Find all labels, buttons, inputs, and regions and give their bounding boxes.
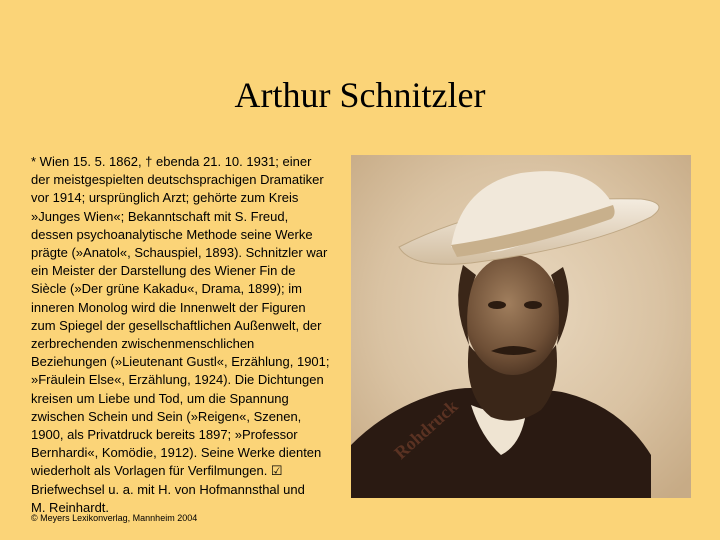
text-line: prägte (»Anatol«, Schauspiel, 1893). Schnitzler war	[31, 245, 328, 261]
text-line: Bernhardi«, Komödie, 1912). Seine Werke dienten	[31, 445, 322, 461]
face-shape	[465, 255, 561, 375]
text-line: »Junges Wien«; Bekanntschaft mit S. Freud,	[31, 208, 289, 224]
slide-title: Arthur Schnitzler	[234, 75, 486, 115]
copyright-note: © Meyers Lexikonverlag, Mannheim 2004	[31, 513, 198, 523]
text-line: zwischen Schein und Sein (»Reigen«, Szenen,	[31, 408, 302, 424]
text-line: der meistgespielten deutschsprachigen Dramatiker	[31, 172, 324, 188]
text-line: Briefwechsel u. a. mit H. von Hofmannsthal und	[31, 481, 305, 497]
text-line: »Fräulein Else«, Erzählung, 1924). Die Dichtungen	[31, 372, 324, 388]
portrait-photo	[351, 155, 691, 498]
photo-stamp: Rohdruck	[390, 395, 462, 463]
text-line: inneren Monolog wird die Innenwelt der Figuren	[31, 299, 306, 315]
text-line: Siècle (»Der grüne Kakadu«, Drama, 1899); im	[31, 281, 302, 297]
text-line: wiederholt als Vorlagen für Verfilmungen. ☑	[31, 463, 283, 479]
text-line: zum Spiegel der gesellschaftlichen Außenwelt, der	[31, 317, 322, 333]
eye-shape	[488, 301, 506, 309]
text-line: kreisen um Liebe und Tod, um die Spannung	[31, 390, 289, 406]
text-line: dessen psychoanalytische Methode seine Werke	[31, 226, 313, 242]
text-line: 1900, als Privatdruck bereits 1897; »Professor	[31, 427, 298, 443]
text-line: * Wien 15. 5. 1862, † ebenda 21. 10. 1931; einer	[31, 154, 312, 169]
text-line: vor 1914; ursprünglich Arzt; gehörte zum Kreis	[31, 190, 299, 206]
text-line: Beziehungen (»Lieutenant Gustl«, Erzählung, 1901;	[31, 354, 330, 370]
text-line: ein Meister der Darstellung des Wiener Fin de	[31, 263, 296, 279]
eye-shape	[524, 301, 542, 309]
text-line: M. Reinhardt.	[31, 499, 110, 515]
text-line: zerbrechenden zwischenmenschlichen	[31, 336, 255, 352]
biography-text	[31, 153, 351, 517]
